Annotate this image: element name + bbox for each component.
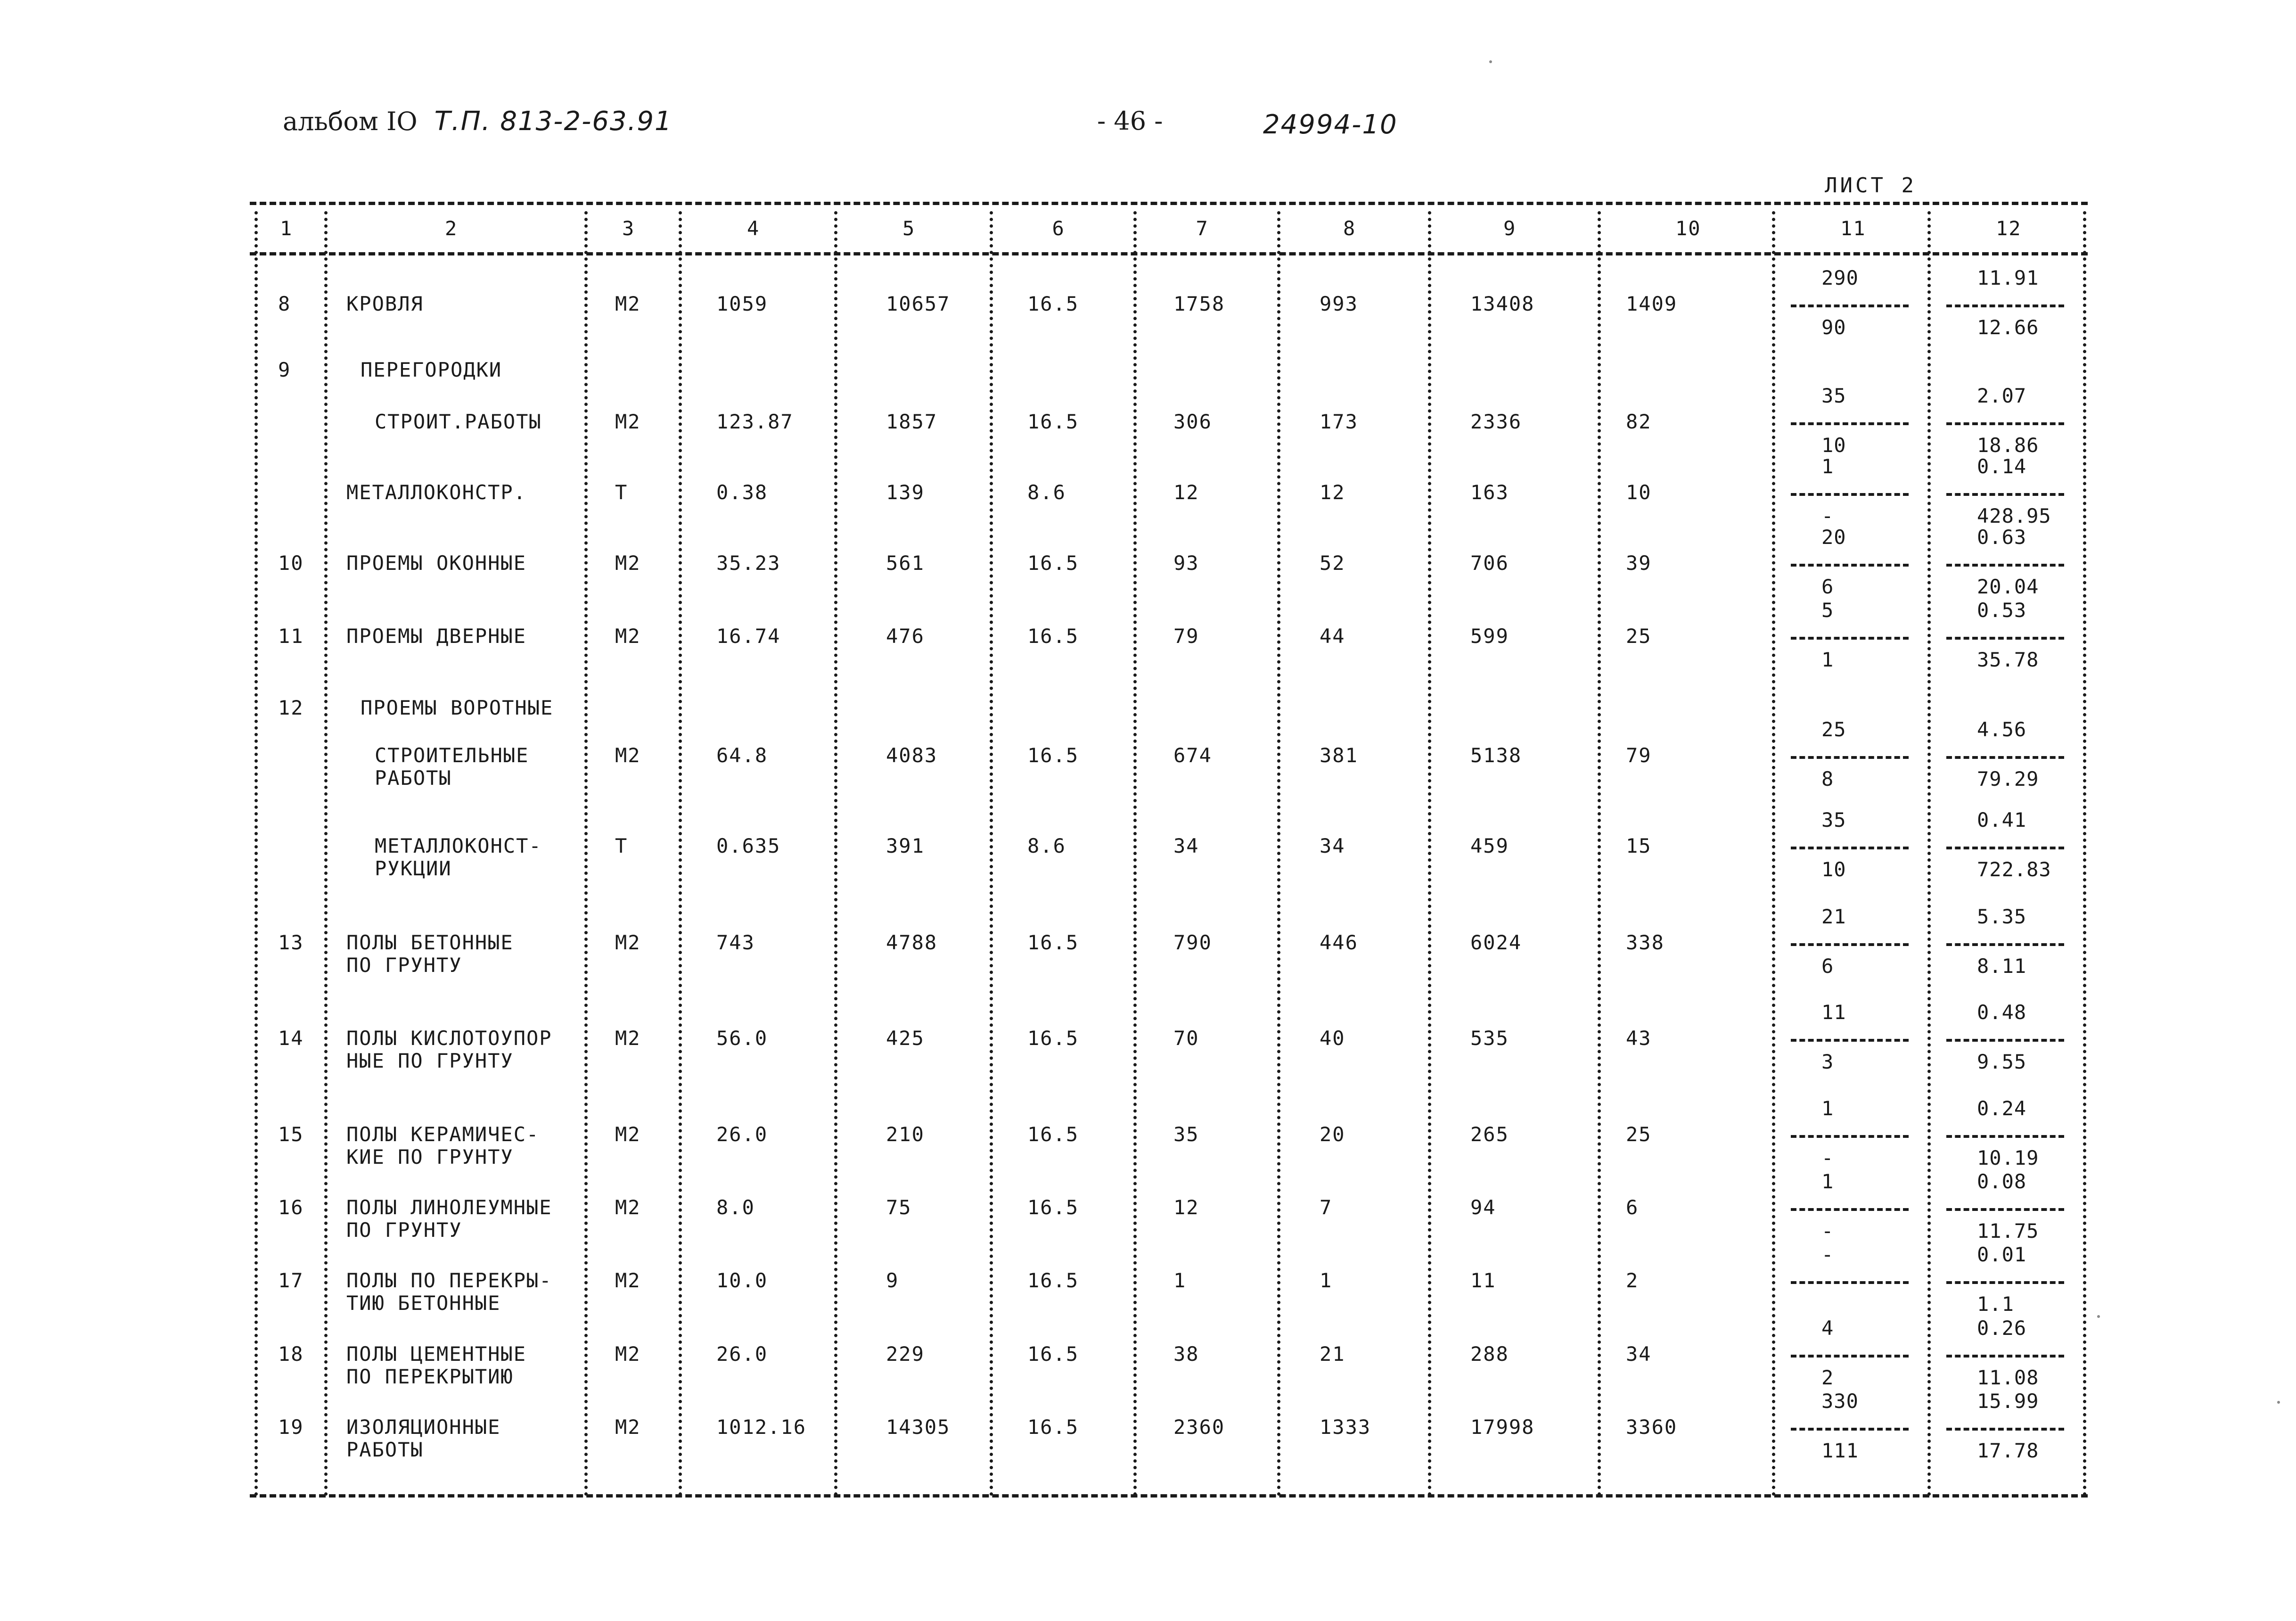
value-cell: 599 bbox=[1470, 625, 1509, 648]
fraction-bottom: 111 bbox=[1821, 1439, 1859, 1462]
fraction-bottom: 11.08 bbox=[1977, 1366, 2039, 1389]
value-cell: 93 bbox=[1173, 551, 1199, 575]
value-cell: 25 bbox=[1626, 625, 1652, 648]
value-cell: 52 bbox=[1320, 551, 1345, 575]
value-cell: 425 bbox=[886, 1027, 925, 1050]
column-separator bbox=[834, 211, 837, 1497]
column-separator bbox=[1598, 211, 1601, 1497]
unit-cell: М2 bbox=[615, 1196, 641, 1219]
fraction-top: 4 bbox=[1821, 1317, 1834, 1340]
fraction-bottom: 6 bbox=[1821, 954, 1834, 978]
work-name: ПОЛЫ КИСЛОТОУПОР bbox=[346, 1027, 552, 1050]
fraction-bottom: 79.29 bbox=[1977, 767, 2039, 790]
unit-cell: М2 bbox=[615, 1027, 641, 1050]
unit-cell: М2 bbox=[615, 410, 641, 433]
row-number: 14 bbox=[278, 1027, 304, 1050]
column-number-header: 10 bbox=[1675, 217, 1701, 240]
value-cell: 38 bbox=[1173, 1342, 1199, 1366]
album-label: альбом IO bbox=[283, 107, 418, 136]
value-cell: 1 bbox=[1173, 1269, 1187, 1292]
value-cell: 0.635 bbox=[716, 834, 781, 857]
work-name: ТИЮ БЕТОННЫЕ bbox=[346, 1292, 501, 1315]
column-separator bbox=[679, 211, 682, 1497]
column-separator bbox=[990, 211, 993, 1497]
fraction-top: 11 bbox=[1821, 1001, 1846, 1024]
fraction-bottom: 18.86 bbox=[1977, 434, 2039, 457]
work-name: ПОЛЫ КЕРАМИЧЕС- bbox=[346, 1123, 540, 1146]
fraction-top: 25 bbox=[1821, 718, 1846, 741]
fraction-top: 0.01 bbox=[1977, 1243, 2027, 1266]
fraction-bar bbox=[1791, 1428, 1909, 1431]
table-top-rule bbox=[250, 202, 2088, 205]
fraction-top: 2.07 bbox=[1977, 384, 2027, 407]
unit-cell: М2 bbox=[615, 625, 641, 648]
fraction-bar bbox=[1791, 564, 1909, 567]
fraction-bottom: 10 bbox=[1821, 858, 1846, 881]
fraction-bottom: 90 bbox=[1821, 316, 1846, 339]
fraction-top: 21 bbox=[1821, 905, 1846, 928]
value-cell: 16.5 bbox=[1027, 744, 1079, 767]
value-cell: 3360 bbox=[1626, 1415, 1678, 1439]
work-name: РАБОТЫ bbox=[375, 766, 452, 790]
value-cell: 1857 bbox=[886, 410, 938, 433]
column-separator bbox=[254, 211, 258, 1497]
column-number-header: 8 bbox=[1343, 217, 1356, 240]
column-separator bbox=[1927, 211, 1931, 1497]
fraction-bar bbox=[1946, 1428, 2064, 1431]
page-number: - 46 - bbox=[1097, 106, 1163, 136]
unit-cell: М2 bbox=[615, 1269, 641, 1292]
value-cell: 163 bbox=[1470, 481, 1509, 504]
value-cell: 6 bbox=[1626, 1196, 1639, 1219]
value-cell: 12 bbox=[1173, 1196, 1199, 1219]
unit-cell: М2 bbox=[615, 1123, 641, 1146]
row-number: 16 bbox=[278, 1196, 304, 1219]
work-name: ИЗОЛЯЦИОННЫЕ bbox=[346, 1415, 501, 1439]
value-cell: 16.5 bbox=[1027, 551, 1079, 575]
value-cell: 391 bbox=[886, 834, 925, 857]
value-cell: 1409 bbox=[1626, 292, 1678, 315]
unit-cell: М2 bbox=[615, 1342, 641, 1366]
row-number: 9 bbox=[278, 358, 291, 381]
fraction-top: 15.99 bbox=[1977, 1390, 2039, 1413]
value-cell: 16.5 bbox=[1027, 1342, 1079, 1366]
unit-cell: М2 bbox=[615, 744, 641, 767]
fraction-bar bbox=[1946, 304, 2064, 307]
row-number: 11 bbox=[278, 625, 304, 648]
fraction-bottom: 8.11 bbox=[1977, 954, 2027, 978]
fraction-bottom: 35.78 bbox=[1977, 648, 2039, 671]
unit-cell: Т bbox=[615, 481, 628, 504]
value-cell: 2336 bbox=[1470, 410, 1522, 433]
column-separator bbox=[324, 211, 328, 1497]
column-number-header: 5 bbox=[902, 217, 916, 240]
fraction-bar bbox=[1791, 756, 1909, 759]
value-cell: 674 bbox=[1173, 744, 1212, 767]
fraction-bar bbox=[1946, 1039, 2064, 1042]
value-cell: 210 bbox=[886, 1123, 925, 1146]
work-name: КИЕ ПО ГРУНТУ bbox=[346, 1145, 514, 1168]
value-cell: 20 bbox=[1320, 1123, 1345, 1146]
value-cell: 16.5 bbox=[1027, 1415, 1079, 1439]
row-number: 15 bbox=[278, 1123, 304, 1146]
fraction-bottom: 722.83 bbox=[1977, 858, 2051, 881]
column-number-header: 6 bbox=[1052, 217, 1065, 240]
fraction-bar bbox=[1791, 304, 1909, 307]
work-name: НЫЕ ПО ГРУНТУ bbox=[346, 1049, 514, 1072]
fraction-top: 0.53 bbox=[1977, 599, 2027, 622]
work-name: ПО ПЕРЕКРЫТИЮ bbox=[346, 1365, 514, 1388]
fraction-bar bbox=[1946, 1355, 2064, 1358]
fraction-top: 1 bbox=[1821, 455, 1834, 478]
value-cell: 8.0 bbox=[716, 1196, 755, 1219]
column-separator bbox=[1277, 211, 1280, 1497]
fraction-top: 0.26 bbox=[1977, 1317, 2027, 1340]
column-number-header: 1 bbox=[280, 217, 293, 240]
work-name: ПОЛЫ БЕТОННЫЕ bbox=[346, 931, 514, 954]
column-separator bbox=[2083, 211, 2086, 1497]
fraction-bottom: - bbox=[1821, 1146, 1834, 1169]
row-number: 13 bbox=[278, 931, 304, 954]
project-number: Т.П. 813-2-63.91 bbox=[434, 106, 672, 137]
value-cell: 16.5 bbox=[1027, 625, 1079, 648]
fraction-bar bbox=[1791, 1135, 1909, 1138]
unit-cell: Т bbox=[615, 834, 628, 857]
value-cell: 2 bbox=[1626, 1269, 1639, 1292]
column-separator bbox=[584, 211, 588, 1497]
unit-cell: М2 bbox=[615, 1415, 641, 1439]
value-cell: 16.5 bbox=[1027, 410, 1079, 433]
value-cell: 535 bbox=[1470, 1027, 1509, 1050]
value-cell: 7 bbox=[1320, 1196, 1333, 1219]
fraction-bottom: 428.95 bbox=[1977, 504, 2051, 527]
fraction-bar bbox=[1946, 756, 2064, 759]
album-header bbox=[283, 106, 672, 137]
work-name: ПОЛЫ ЦЕМЕНТНЫЕ bbox=[346, 1342, 527, 1366]
fraction-bar bbox=[1791, 1355, 1909, 1358]
work-name: МЕТАЛЛОКОНСТ- bbox=[375, 834, 542, 857]
work-name: ПО ГРУНТУ bbox=[346, 954, 462, 977]
value-cell: 2360 bbox=[1173, 1415, 1225, 1439]
value-cell: 306 bbox=[1173, 410, 1212, 433]
value-cell: 79 bbox=[1173, 625, 1199, 648]
column-number-header: 2 bbox=[445, 217, 458, 240]
value-cell: 338 bbox=[1626, 931, 1665, 954]
value-cell: 476 bbox=[886, 625, 925, 648]
fraction-top: 330 bbox=[1821, 1390, 1859, 1413]
value-cell: 16.5 bbox=[1027, 292, 1079, 315]
document-code: 24994-10 bbox=[1263, 109, 1398, 140]
fraction-bottom: 10 bbox=[1821, 434, 1846, 457]
fraction-bar bbox=[1946, 1208, 2064, 1211]
value-cell: 16.5 bbox=[1027, 1269, 1079, 1292]
fraction-top: 0.41 bbox=[1977, 808, 2027, 831]
fraction-top: 35 bbox=[1821, 808, 1846, 831]
fraction-bar bbox=[1946, 847, 2064, 849]
value-cell: 75 bbox=[886, 1196, 912, 1219]
value-cell: 21 bbox=[1320, 1342, 1345, 1366]
fraction-bar bbox=[1946, 493, 2064, 496]
value-cell: 15 bbox=[1626, 834, 1652, 857]
fraction-bottom: 11.75 bbox=[1977, 1219, 2039, 1242]
scan-speck bbox=[2097, 1315, 2100, 1318]
fraction-top: 4.56 bbox=[1977, 718, 2027, 741]
work-name: РАБОТЫ bbox=[346, 1438, 424, 1461]
fraction-bar bbox=[1791, 943, 1909, 946]
value-cell: 1333 bbox=[1320, 1415, 1371, 1439]
value-cell: 11 bbox=[1470, 1269, 1496, 1292]
value-cell: 12 bbox=[1173, 481, 1199, 504]
value-cell: 123.87 bbox=[716, 410, 794, 433]
sheet-label: ЛИСТ 2 bbox=[1825, 173, 1917, 197]
table-header-rule bbox=[250, 252, 2088, 255]
value-cell: 459 bbox=[1470, 834, 1509, 857]
value-cell: 4083 bbox=[886, 744, 938, 767]
value-cell: 16.5 bbox=[1027, 1027, 1079, 1050]
value-cell: 12 bbox=[1320, 481, 1345, 504]
value-cell: 0.38 bbox=[716, 481, 768, 504]
value-cell: 1 bbox=[1320, 1269, 1333, 1292]
value-cell: 16.5 bbox=[1027, 1123, 1079, 1146]
work-name: ПЕРЕГОРОДКИ bbox=[361, 358, 502, 381]
value-cell: 1758 bbox=[1173, 292, 1225, 315]
column-number-header: 7 bbox=[1196, 217, 1209, 240]
row-number: 8 bbox=[278, 292, 291, 315]
column-separator bbox=[1428, 211, 1431, 1497]
fraction-bottom: 8 bbox=[1821, 767, 1834, 790]
value-cell: 35.23 bbox=[716, 551, 781, 575]
unit-cell: М2 bbox=[615, 551, 641, 575]
fraction-bottom: 1.1 bbox=[1977, 1292, 2014, 1316]
value-cell: 10657 bbox=[886, 292, 951, 315]
fraction-top: 0.14 bbox=[1977, 455, 2027, 478]
value-cell: 706 bbox=[1470, 551, 1509, 575]
fraction-top: 1 bbox=[1821, 1170, 1834, 1193]
work-name: ПО ГРУНТУ bbox=[346, 1218, 462, 1242]
fraction-bar bbox=[1946, 564, 2064, 567]
value-cell: 56.0 bbox=[716, 1027, 768, 1050]
value-cell: 94 bbox=[1470, 1196, 1496, 1219]
fraction-bottom: 3 bbox=[1821, 1050, 1834, 1073]
fraction-top: 0.08 bbox=[1977, 1170, 2027, 1193]
fraction-top: 0.63 bbox=[1977, 526, 2027, 549]
fraction-bar bbox=[1946, 422, 2064, 425]
value-cell: 43 bbox=[1626, 1027, 1652, 1050]
value-cell: 9 bbox=[886, 1269, 899, 1292]
work-name: ПОЛЫ ПО ПЕРЕКРЫ- bbox=[346, 1269, 552, 1292]
work-name: МЕТАЛЛОКОНСТР. bbox=[346, 481, 527, 504]
fraction-bar bbox=[1946, 637, 2064, 640]
value-cell: 10 bbox=[1626, 481, 1652, 504]
fraction-bar bbox=[1946, 1281, 2064, 1284]
value-cell: 16.5 bbox=[1027, 1196, 1079, 1219]
row-number: 17 bbox=[278, 1269, 304, 1292]
value-cell: 40 bbox=[1320, 1027, 1345, 1050]
value-cell: 26.0 bbox=[716, 1123, 768, 1146]
value-cell: 790 bbox=[1173, 931, 1212, 954]
fraction-top: 0.48 bbox=[1977, 1001, 2027, 1024]
work-name: РУКЦИИ bbox=[375, 857, 452, 880]
value-cell: 173 bbox=[1320, 410, 1358, 433]
unit-cell: М2 bbox=[615, 292, 641, 315]
value-cell: 743 bbox=[716, 931, 755, 954]
value-cell: 8.6 bbox=[1027, 481, 1066, 504]
column-number-header: 3 bbox=[622, 217, 635, 240]
value-cell: 1059 bbox=[716, 292, 768, 315]
value-cell: 34 bbox=[1320, 834, 1345, 857]
fraction-bar bbox=[1791, 637, 1909, 640]
value-cell: 13408 bbox=[1470, 292, 1535, 315]
row-number: 18 bbox=[278, 1342, 304, 1366]
value-cell: 139 bbox=[886, 481, 925, 504]
value-cell: 446 bbox=[1320, 931, 1358, 954]
fraction-bottom: 2 bbox=[1821, 1366, 1834, 1389]
fraction-bottom: 6 bbox=[1821, 575, 1834, 598]
unit-cell: М2 bbox=[615, 931, 641, 954]
fraction-top: 0.24 bbox=[1977, 1097, 2027, 1120]
fraction-top: 11.91 bbox=[1977, 266, 2039, 289]
fraction-top: 5 bbox=[1821, 599, 1834, 622]
fraction-bar bbox=[1791, 422, 1909, 425]
value-cell: 26.0 bbox=[716, 1342, 768, 1366]
column-separator bbox=[1133, 211, 1137, 1497]
value-cell: 82 bbox=[1626, 410, 1652, 433]
value-cell: 79 bbox=[1626, 744, 1652, 767]
work-name: ПРОЕМЫ ДВЕРНЫЕ bbox=[346, 625, 527, 648]
row-number: 10 bbox=[278, 551, 304, 575]
fraction-top: 1 bbox=[1821, 1097, 1834, 1120]
fraction-bar bbox=[1791, 493, 1909, 496]
value-cell: 16.5 bbox=[1027, 931, 1079, 954]
row-number: 19 bbox=[278, 1415, 304, 1439]
value-cell: 39 bbox=[1626, 551, 1652, 575]
work-name: ПРОЕМЫ ВОРОТНЫЕ bbox=[361, 696, 554, 719]
work-name: СТРОИТ.РАБОТЫ bbox=[375, 410, 542, 433]
fraction-bottom: 1 bbox=[1821, 648, 1834, 671]
column-number-header: 4 bbox=[747, 217, 760, 240]
value-cell: 229 bbox=[886, 1342, 925, 1366]
value-cell: 10.0 bbox=[716, 1269, 768, 1292]
fraction-bottom: 12.66 bbox=[1977, 316, 2039, 339]
fraction-top: 5.35 bbox=[1977, 905, 2027, 928]
column-number-header: 11 bbox=[1840, 217, 1866, 240]
column-number-header: 12 bbox=[1996, 217, 2022, 240]
value-cell: 4788 bbox=[886, 931, 938, 954]
work-name: СТРОИТЕЛЬНЫЕ bbox=[375, 744, 529, 767]
fraction-bar bbox=[1791, 1039, 1909, 1042]
scan-speck bbox=[1489, 60, 1492, 63]
fraction-bar bbox=[1791, 1281, 1909, 1284]
value-cell: 16.74 bbox=[716, 625, 781, 648]
fraction-bar bbox=[1946, 943, 2064, 946]
fraction-bottom: - bbox=[1821, 1219, 1834, 1242]
value-cell: 17998 bbox=[1470, 1415, 1535, 1439]
fraction-bar bbox=[1946, 1135, 2064, 1138]
fraction-top: 20 bbox=[1821, 526, 1846, 549]
value-cell: 993 bbox=[1320, 292, 1358, 315]
work-name: ПРОЕМЫ ОКОННЫЕ bbox=[346, 551, 527, 575]
value-cell: 14305 bbox=[886, 1415, 951, 1439]
value-cell: 64.8 bbox=[716, 744, 768, 767]
value-cell: 35 bbox=[1173, 1123, 1199, 1146]
fraction-bottom: 9.55 bbox=[1977, 1050, 2027, 1073]
fraction-top: 35 bbox=[1821, 384, 1846, 407]
value-cell: 70 bbox=[1173, 1027, 1199, 1050]
value-cell: 5138 bbox=[1470, 744, 1522, 767]
fraction-bar bbox=[1791, 847, 1909, 849]
row-number: 12 bbox=[278, 696, 304, 719]
fraction-bar bbox=[1791, 1208, 1909, 1211]
value-cell: 34 bbox=[1626, 1342, 1652, 1366]
value-cell: 44 bbox=[1320, 625, 1345, 648]
fraction-top: - bbox=[1821, 1243, 1834, 1266]
work-name: КРОВЛЯ bbox=[346, 292, 424, 315]
value-cell: 34 bbox=[1173, 834, 1199, 857]
value-cell: 381 bbox=[1320, 744, 1358, 767]
value-cell: 6024 bbox=[1470, 931, 1522, 954]
table-bottom-rule bbox=[250, 1494, 2088, 1498]
value-cell: 8.6 bbox=[1027, 834, 1066, 857]
work-name: ПОЛЫ ЛИНОЛЕУМНЫЕ bbox=[346, 1196, 552, 1219]
fraction-bottom: 20.04 bbox=[1977, 575, 2039, 598]
value-cell: 25 bbox=[1626, 1123, 1652, 1146]
column-separator bbox=[1772, 211, 1775, 1497]
scan-speck bbox=[2277, 1401, 2280, 1404]
value-cell: 288 bbox=[1470, 1342, 1509, 1366]
column-number-header: 9 bbox=[1503, 217, 1517, 240]
fraction-bottom: - bbox=[1821, 504, 1834, 527]
value-cell: 561 bbox=[886, 551, 925, 575]
value-cell: 265 bbox=[1470, 1123, 1509, 1146]
fraction-bottom: 17.78 bbox=[1977, 1439, 2039, 1462]
fraction-top: 290 bbox=[1821, 266, 1859, 289]
value-cell: 1012.16 bbox=[716, 1415, 807, 1439]
fraction-bottom: 10.19 bbox=[1977, 1146, 2039, 1169]
